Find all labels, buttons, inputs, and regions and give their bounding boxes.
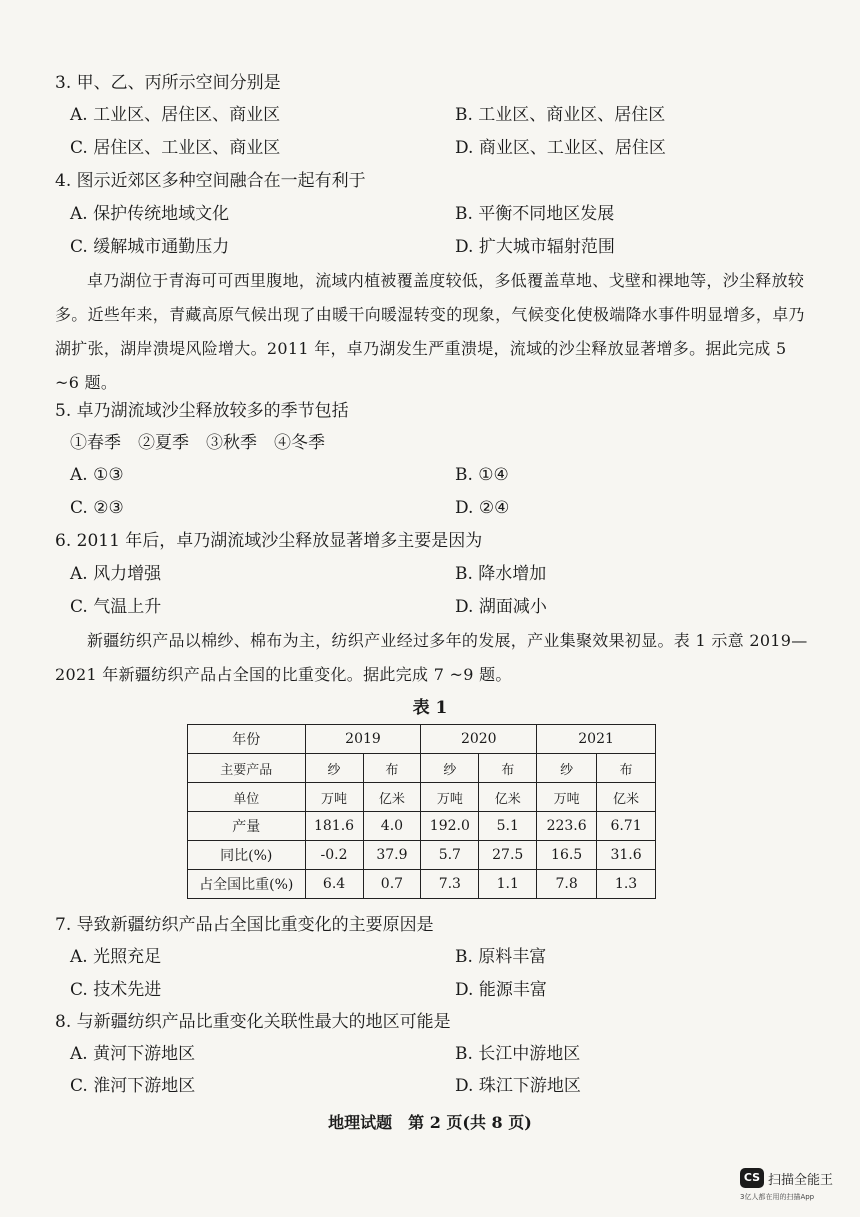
question-3-option-a: A. 工业区、居住区、商业区 xyxy=(70,105,281,125)
question-5-option-c: C. ②③ xyxy=(70,498,124,518)
table-year-2021: 2021 xyxy=(537,725,656,754)
watermark-app-name: 扫描全能王 xyxy=(768,1173,834,1188)
table-row-product xyxy=(188,754,656,783)
table-title: 表 1 xyxy=(412,698,448,718)
textile-table xyxy=(187,724,656,899)
table-header-year: 年份 xyxy=(188,725,306,754)
table-cell: 纱 xyxy=(537,754,597,783)
table-cell: 5.7 xyxy=(421,841,479,870)
question-8-stem: 8. 与新疆纺织产品比重变化关联性最大的地区可能是 xyxy=(55,1012,451,1032)
table-cell: 4.0 xyxy=(363,812,421,841)
question-3-stem: 3. 甲、乙、丙所示空间分别是 xyxy=(55,73,281,93)
table-cell: 万吨 xyxy=(305,783,363,812)
table-label-product: 主要产品 xyxy=(188,754,306,783)
table-row-share xyxy=(188,870,656,899)
question-3-option-d: D. 商业区、工业区、居住区 xyxy=(455,138,666,158)
table-cell: 7.3 xyxy=(421,870,479,899)
question-7-option-b: B. 原料丰富 xyxy=(455,947,547,967)
question-5-option-b: B. ①④ xyxy=(455,465,509,485)
table-cell: 0.7 xyxy=(363,870,421,899)
table-label-yoy: 同比(%) xyxy=(188,841,306,870)
table-cell: 亿米 xyxy=(597,783,656,812)
question-8-option-d: D. 珠江下游地区 xyxy=(455,1076,581,1096)
table-cell: 192.0 xyxy=(421,812,479,841)
table-cell: 7.8 xyxy=(537,870,597,899)
table-cell: 万吨 xyxy=(421,783,479,812)
table-label-output: 产量 xyxy=(188,812,306,841)
table-cell: 万吨 xyxy=(537,783,597,812)
question-4-stem: 4. 图示近郊区多种空间融合在一起有利于 xyxy=(55,171,366,191)
question-3-option-b: B. 工业区、商业区、居住区 xyxy=(455,105,666,125)
table-row-year xyxy=(188,725,656,754)
question-4-option-a: A. 保护传统地域文化 xyxy=(70,204,230,224)
passage-xinjiang-textile: 新疆纺织产品以棉纱、棉布为主，纺织产业经过多年的发展，产业集聚效果初显。表 1 示意 2019—2021 年新疆纺织产品占全国的比重变化。据此完成 7 ~9 题。 xyxy=(55,631,808,684)
question-4-option-c: C. 缓解城市通勤压力 xyxy=(70,237,230,257)
question-5-stem: 5. 卓乃湖流域沙尘释放较多的季节包括 xyxy=(55,401,349,421)
question-7-option-d: D. 能源丰富 xyxy=(455,980,547,1000)
question-6-option-a: A. 风力增强 xyxy=(70,564,162,584)
table-row-unit xyxy=(188,783,656,812)
question-4-option-b: B. 平衡不同地区发展 xyxy=(455,204,615,224)
question-7-option-a: A. 光照充足 xyxy=(70,947,162,967)
camscanner-logo-icon: CS xyxy=(740,1168,764,1188)
table-cell: 布 xyxy=(363,754,421,783)
table-row-yoy xyxy=(188,841,656,870)
table-cell: 亿米 xyxy=(479,783,537,812)
table-cell: 纱 xyxy=(421,754,479,783)
question-5-option-a: A. ①③ xyxy=(70,465,124,485)
page-footer: 地理试题 第 2 页(共 8 页) xyxy=(328,1113,532,1132)
table-cell: 223.6 xyxy=(537,812,597,841)
question-8-option-b: B. 长江中游地区 xyxy=(455,1044,581,1064)
watermark-tagline: 3亿人都在用的扫描App xyxy=(740,1193,815,1201)
table-label-share: 占全国比重(%) xyxy=(188,870,306,899)
question-5-items: ①春季 ②夏季 ③秋季 ④冬季 xyxy=(70,433,325,453)
table-year-2019: 2019 xyxy=(305,725,421,754)
table-cell: 6.71 xyxy=(597,812,656,841)
question-5-option-d: D. ②④ xyxy=(455,498,510,518)
table-year-2020: 2020 xyxy=(421,725,537,754)
question-3-option-c: C. 居住区、工业区、商业区 xyxy=(70,138,281,158)
table-cell: 亿米 xyxy=(363,783,421,812)
table-cell: 1.1 xyxy=(479,870,537,899)
table-row-output xyxy=(188,812,656,841)
question-8-option-c: C. 淮河下游地区 xyxy=(70,1076,196,1096)
question-6-option-b: B. 降水增加 xyxy=(455,564,547,584)
question-4-option-d: D. 扩大城市辐射范围 xyxy=(455,237,615,257)
table-cell: 6.4 xyxy=(305,870,363,899)
table-cell: 纱 xyxy=(305,754,363,783)
table-cell: 16.5 xyxy=(537,841,597,870)
table-cell: 布 xyxy=(479,754,537,783)
question-6-option-c: C. 气温上升 xyxy=(70,597,162,617)
table-cell: 27.5 xyxy=(479,841,537,870)
question-6-option-d: D. 湖面减小 xyxy=(455,597,547,617)
table-cell: 5.1 xyxy=(479,812,537,841)
question-8-option-a: A. 黄河下游地区 xyxy=(70,1044,196,1064)
passage-zhuonai-lake: 卓乃湖位于青海可可西里腹地，流域内植被覆盖度较低，多低覆盖草地、戈壁和裸地等，沙尘释放较多。近些年来，青藏高原气候出现了由暖干向暖湿转变的现象，气候变化使极端降水事件明显增多，卓乃湖扩张，湖岸溃堤风险增大。2011 年，卓乃湖发生严重溃堤，流域的沙尘释放显著增多。据此完成 5 ~6 题。 xyxy=(55,271,805,392)
table-cell: 布 xyxy=(597,754,656,783)
question-6-stem: 6. 2011 年后，卓乃湖流域沙尘释放显著增多主要是因为 xyxy=(55,531,483,551)
question-7-stem: 7. 导致新疆纺织产品占全国比重变化的主要原因是 xyxy=(55,915,434,935)
table-cell: 31.6 xyxy=(597,841,656,870)
question-7-option-c: C. 技术先进 xyxy=(70,980,162,1000)
table-cell: -0.2 xyxy=(305,841,363,870)
table-label-unit: 单位 xyxy=(188,783,306,812)
table-cell: 1.3 xyxy=(597,870,656,899)
table-cell: 181.6 xyxy=(305,812,363,841)
table-cell: 37.9 xyxy=(363,841,421,870)
